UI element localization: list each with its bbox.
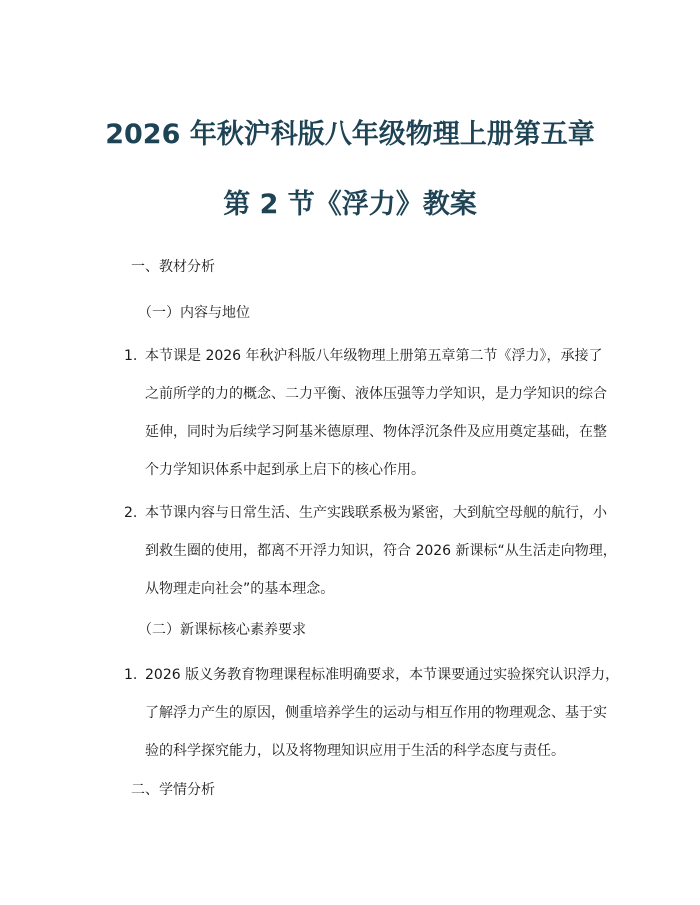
list-item-line: 从物理走向社会”的基本理念。	[145, 581, 335, 597]
list-item-line: 之前所学的力的概念、二力平衡、液体压强等力学知识，是力学知识的综合	[145, 386, 607, 402]
list-item-line: 了解浮力产生的原因，侧重培养学生的运动与相互作用的物理观念、基于实	[145, 705, 607, 721]
document-title-line-2: 第 2 节《浮力》教案	[223, 189, 477, 220]
section-heading-student-analysis: 二、学情分析	[131, 782, 215, 798]
subsection-heading-core-literacy: （二）新课标核心素养要求	[138, 622, 306, 638]
list-item-number: 2.	[124, 505, 138, 521]
section-heading-textbook-analysis: 一、教材分析	[131, 259, 215, 275]
document-title-line-1: 2026 年秋沪科版八年级物理上册第五章	[105, 119, 595, 150]
list-item	[124, 494, 617, 608]
list-item-number: 1.	[124, 348, 138, 364]
list-item-line: 2026 版义务教育物理课程标准明确要求，本节课要通过实验探究认识浮力，	[145, 667, 620, 683]
list-item-line: 延伸，同时为后续学习阿基米德原理、物体浮沉条件及应用奠定基础，在整	[145, 424, 607, 440]
list-item-line: 个力学知识体系中起到承上启下的核心作用。	[145, 462, 425, 478]
list-item-number: 1.	[124, 667, 138, 683]
subsection-heading-content-position: （一）内容与地位	[138, 305, 250, 321]
list-item	[124, 337, 607, 489]
list-item-line: 到救生圈的使用，都离不开浮力知识，符合 2026 新课标“从生活走向物理，	[145, 543, 617, 559]
list-item	[124, 656, 620, 770]
list-item-line: 本节课是 2026 年秋沪科版八年级物理上册第五章第二节《浮力》，承接了	[145, 348, 603, 364]
list-item-line: 本节课内容与日常生活、生产实践联系极为紧密，大到航空母舰的航行，小	[145, 505, 607, 521]
list-item-line: 验的科学探究能力，以及将物理知识应用于生活的科学态度与责任。	[145, 743, 565, 759]
